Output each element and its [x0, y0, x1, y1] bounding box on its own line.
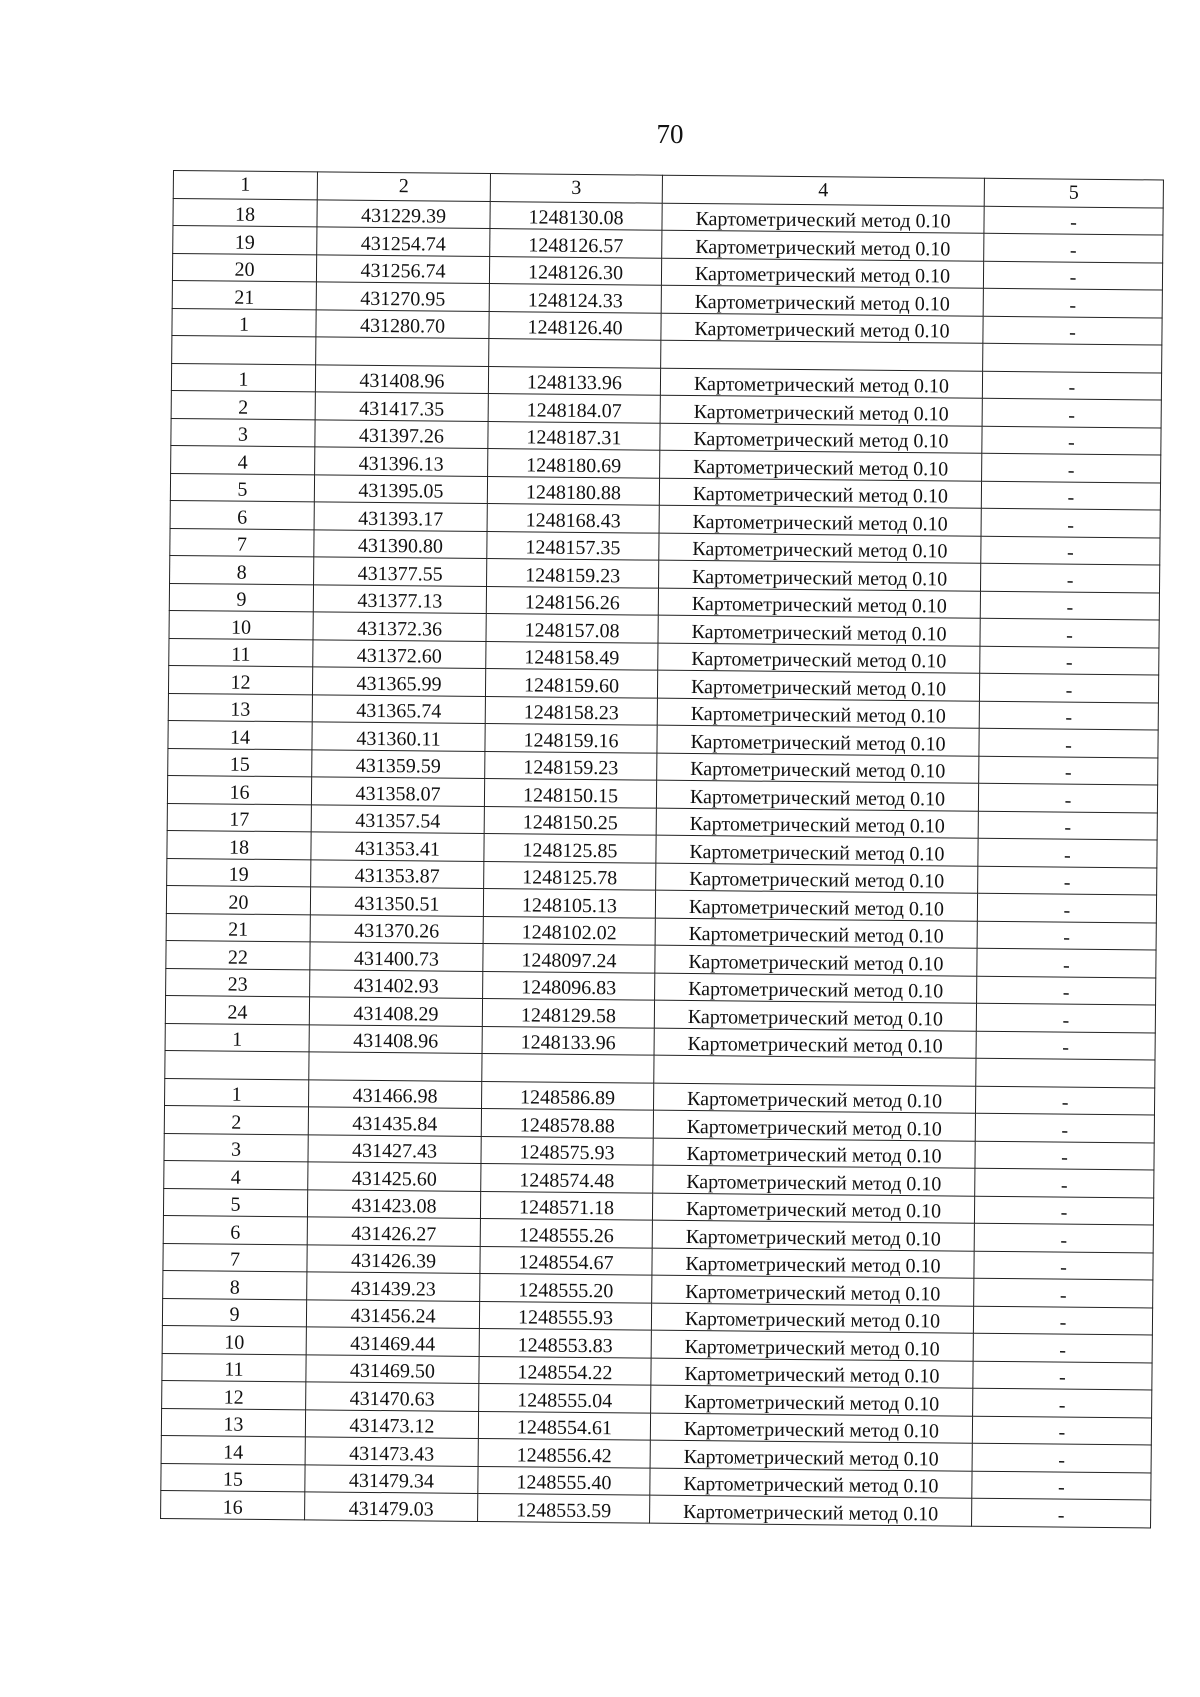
method-cell: Картометрический метод 0.10 — [655, 918, 977, 949]
method-cell: Картометрический метод 0.10 — [653, 1083, 975, 1114]
y-coordinate-cell: 1248554.22 — [479, 1356, 651, 1385]
note-cell: - — [982, 426, 1161, 455]
method-cell — [661, 340, 983, 371]
y-coordinate-cell: 1248130.08 — [490, 201, 662, 230]
point-number-cell: 1 — [165, 1023, 309, 1052]
y-coordinate-cell: 1248555.20 — [480, 1273, 652, 1302]
note-cell: - — [973, 1361, 1152, 1390]
y-coordinate-cell: 1248556.42 — [478, 1438, 650, 1467]
method-cell: Картометрический метод 0.10 — [660, 368, 982, 399]
note-cell: - — [977, 948, 1156, 977]
method-cell: Картометрический метод 0.10 — [662, 203, 984, 234]
point-number-cell: 15 — [161, 1463, 305, 1492]
y-coordinate-cell: 1248159.16 — [485, 724, 657, 753]
note-cell: - — [982, 371, 1161, 400]
page-number: 70 — [656, 119, 684, 149]
x-coordinate-cell: 431256.74 — [316, 254, 489, 283]
x-coordinate-cell: 431254.74 — [317, 227, 490, 256]
method-cell: Картометрический метод 0.10 — [658, 643, 980, 674]
method-cell: Картометрический метод 0.10 — [652, 1248, 974, 1279]
note-cell: - — [981, 481, 1160, 510]
point-number-cell: 20 — [166, 885, 310, 914]
y-coordinate-cell: 1248156.26 — [486, 586, 658, 615]
method-cell: Картометрический метод 0.10 — [658, 588, 980, 619]
note-cell: - — [982, 453, 1161, 482]
x-coordinate-cell: 431426.39 — [307, 1244, 480, 1273]
point-number-cell: 1 — [171, 363, 315, 392]
y-coordinate-cell: 1248586.89 — [482, 1081, 654, 1110]
table-body — [161, 171, 1164, 1528]
y-coordinate-cell: 1248126.57 — [490, 229, 662, 258]
point-number-cell: 16 — [161, 1490, 305, 1519]
method-cell: Картометрический метод 0.10 — [658, 615, 980, 646]
y-coordinate-cell — [489, 339, 661, 368]
x-coordinate-cell: 431357.54 — [311, 804, 484, 833]
point-number-cell: 14 — [161, 1435, 305, 1464]
x-coordinate-cell: 431365.74 — [312, 694, 485, 723]
y-coordinate-cell: 1248097.24 — [483, 944, 655, 973]
method-cell: Картометрический метод 0.10 — [651, 1358, 973, 1389]
note-cell: - — [979, 728, 1158, 757]
y-coordinate-cell: 1248133.96 — [482, 1026, 654, 1055]
method-cell: Картометрический метод 0.10 — [651, 1330, 973, 1361]
method-cell: Картометрический метод 0.10 — [660, 450, 982, 481]
x-coordinate-cell: 431417.35 — [315, 392, 488, 421]
note-cell: - — [972, 1498, 1151, 1527]
x-coordinate-cell: 431423.08 — [307, 1189, 480, 1218]
point-number-cell: 17 — [167, 803, 311, 832]
x-coordinate-cell: 431439.23 — [307, 1272, 480, 1301]
note-cell: - — [983, 261, 1162, 290]
method-cell: Картометрический метод 0.10 — [657, 753, 979, 784]
point-number-cell: 19 — [167, 858, 311, 887]
note-cell: - — [972, 1471, 1151, 1500]
y-coordinate-cell: 1248180.69 — [488, 449, 660, 478]
point-number-cell: 22 — [166, 940, 310, 969]
point-number-cell: 11 — [169, 638, 313, 667]
point-number-cell: 9 — [169, 583, 313, 612]
point-number-cell: 3 — [171, 418, 315, 447]
method-cell: Картометрический метод 0.10 — [652, 1193, 974, 1224]
y-coordinate-cell: 1248555.26 — [480, 1218, 652, 1247]
x-coordinate-cell: 431372.36 — [313, 612, 486, 641]
method-cell: Картометрический метод 0.10 — [659, 560, 981, 591]
note-cell: - — [973, 1333, 1152, 1362]
y-coordinate-cell: 1248575.93 — [481, 1136, 653, 1165]
y-coordinate-cell: 1248096.83 — [483, 971, 655, 1000]
method-cell: Картометрический метод 0.10 — [660, 423, 982, 454]
note-cell: - — [976, 1031, 1155, 1060]
y-coordinate-cell: 1248150.25 — [484, 806, 656, 835]
x-coordinate-cell — [316, 337, 489, 366]
y-coordinate-cell: 1248184.07 — [488, 394, 660, 423]
method-cell: Картометрический метод 0.10 — [654, 1028, 976, 1059]
point-number-cell: 12 — [162, 1380, 306, 1409]
method-cell: Картометрический метод 0.10 — [654, 1000, 976, 1031]
method-cell: Картометрический метод 0.10 — [659, 533, 981, 564]
x-coordinate-cell: 431397.26 — [315, 419, 488, 448]
method-cell: Картометрический метод 0.10 — [650, 1468, 972, 1499]
method-cell: Картометрический метод 0.10 — [657, 698, 979, 729]
x-coordinate-cell: 431377.55 — [314, 557, 487, 586]
y-coordinate-cell: 1248159.23 — [485, 751, 657, 780]
x-coordinate-cell: 431408.96 — [309, 1024, 482, 1053]
point-number-cell: 3 — [164, 1133, 308, 1162]
method-cell: Картометрический метод 0.10 — [650, 1440, 972, 1471]
point-number-cell: 4 — [171, 445, 315, 474]
x-coordinate-cell: 431396.13 — [315, 447, 488, 476]
y-coordinate-cell: 1248157.35 — [487, 531, 659, 560]
note-cell: - — [980, 618, 1159, 647]
point-number-cell: 2 — [164, 1105, 308, 1134]
y-coordinate-cell: 1248105.13 — [483, 889, 655, 918]
note-cell: - — [978, 811, 1157, 840]
header-cell: 3 — [490, 174, 662, 203]
method-cell: Картометрический метод 0.10 — [650, 1495, 972, 1526]
method-cell: Картометрический метод 0.10 — [657, 670, 979, 701]
x-coordinate-cell: 431393.17 — [314, 502, 487, 531]
point-number-cell: 7 — [163, 1243, 307, 1272]
point-number-cell: 13 — [168, 693, 312, 722]
y-coordinate-cell: 1248555.93 — [479, 1301, 651, 1330]
x-coordinate-cell: 431353.87 — [311, 859, 484, 888]
x-coordinate-cell: 431479.34 — [305, 1464, 478, 1493]
note-cell: - — [976, 1003, 1155, 1032]
method-cell: Картометрический метод 0.10 — [653, 1165, 975, 1196]
x-coordinate-cell: 431425.60 — [308, 1162, 481, 1191]
y-coordinate-cell: 1248555.40 — [478, 1466, 650, 1495]
note-cell: - — [981, 508, 1160, 537]
point-number-cell: 21 — [166, 913, 310, 942]
point-number-cell: 1 — [165, 1078, 309, 1107]
y-coordinate-cell: 1248574.48 — [481, 1164, 653, 1193]
x-coordinate-cell: 431370.26 — [310, 914, 483, 943]
x-coordinate-cell: 431270.95 — [316, 282, 489, 311]
method-cell: Картометрический метод 0.10 — [655, 973, 977, 1004]
point-number-cell: 8 — [170, 555, 314, 584]
x-coordinate-cell: 431390.80 — [314, 529, 487, 558]
note-cell: - — [972, 1416, 1151, 1445]
x-coordinate-cell: 431377.13 — [313, 584, 486, 613]
header-cell: 5 — [984, 178, 1163, 207]
x-coordinate-cell: 431470.63 — [306, 1382, 479, 1411]
method-cell: Картометрический метод 0.10 — [660, 395, 982, 426]
y-coordinate-cell: 1248168.43 — [487, 504, 659, 533]
note-cell: - — [977, 976, 1156, 1005]
note-cell: - — [975, 1141, 1154, 1170]
x-coordinate-cell: 431426.27 — [307, 1217, 480, 1246]
x-coordinate-cell: 431400.73 — [310, 942, 483, 971]
point-number-cell: 8 — [163, 1270, 307, 1299]
y-coordinate-cell: 1248578.88 — [481, 1109, 653, 1138]
y-coordinate-cell: 1248126.40 — [489, 311, 661, 340]
note-cell: - — [980, 563, 1159, 592]
method-cell — [654, 1055, 976, 1086]
point-number-cell: 10 — [162, 1325, 306, 1354]
coordinates-table — [160, 170, 1164, 1528]
note-cell: - — [973, 1306, 1152, 1335]
point-number-cell — [172, 335, 316, 364]
note-cell: - — [974, 1251, 1153, 1280]
y-coordinate-cell: 1248554.61 — [478, 1411, 650, 1440]
note-cell: - — [978, 783, 1157, 812]
y-coordinate-cell: 1248159.23 — [487, 559, 659, 588]
note-cell: - — [978, 866, 1157, 895]
note-cell: - — [979, 673, 1158, 702]
note-cell: - — [978, 838, 1157, 867]
y-coordinate-cell: 1248158.49 — [486, 641, 658, 670]
point-number-cell: 18 — [173, 198, 317, 227]
method-cell: Картометрический метод 0.10 — [659, 478, 981, 509]
y-coordinate-cell: 1248124.33 — [489, 284, 661, 313]
method-cell: Картометрический метод 0.10 — [656, 808, 978, 839]
header-cell: 2 — [317, 172, 490, 201]
x-coordinate-cell: 431365.99 — [312, 667, 485, 696]
point-number-cell: 10 — [169, 610, 313, 639]
point-number-cell: 4 — [164, 1160, 308, 1189]
note-cell: - — [980, 591, 1159, 620]
x-coordinate-cell: 431372.60 — [313, 639, 486, 668]
note-cell: - — [973, 1388, 1152, 1417]
y-coordinate-cell: 1248554.67 — [480, 1246, 652, 1275]
method-cell: Картометрический метод 0.10 — [656, 863, 978, 894]
point-number-cell: 6 — [170, 500, 314, 529]
x-coordinate-cell: 431479.03 — [305, 1492, 478, 1521]
point-number-cell: 9 — [162, 1298, 306, 1327]
x-coordinate-cell: 431350.51 — [310, 887, 483, 916]
note-cell: - — [975, 1113, 1154, 1142]
point-number-cell: 5 — [163, 1188, 307, 1217]
header-cell: 4 — [662, 175, 984, 206]
note-cell: - — [983, 288, 1162, 317]
x-coordinate-cell: 431456.24 — [306, 1299, 479, 1328]
note-cell: - — [974, 1278, 1153, 1307]
point-number-cell: 15 — [168, 748, 312, 777]
point-number-cell: 1 — [172, 308, 316, 337]
note-cell: - — [974, 1223, 1153, 1252]
method-cell: Картометрический метод 0.10 — [652, 1275, 974, 1306]
point-number-cell: 16 — [167, 775, 311, 804]
x-coordinate-cell: 431353.41 — [311, 832, 484, 861]
point-number-cell: 19 — [173, 226, 317, 255]
y-coordinate-cell — [482, 1054, 654, 1083]
x-coordinate-cell: 431402.93 — [310, 969, 483, 998]
x-coordinate-cell: 431229.39 — [317, 199, 490, 228]
x-coordinate-cell: 431435.84 — [308, 1107, 481, 1136]
note-cell: - — [983, 316, 1162, 345]
method-cell: Картометрический метод 0.10 — [653, 1110, 975, 1141]
x-coordinate-cell: 431473.12 — [305, 1409, 478, 1438]
point-number-cell: 13 — [161, 1408, 305, 1437]
point-number-cell — [165, 1050, 309, 1079]
y-coordinate-cell: 1248187.31 — [488, 421, 660, 450]
point-number-cell: 5 — [170, 473, 314, 502]
method-cell: Картометрический метод 0.10 — [651, 1385, 973, 1416]
method-cell: Картометрический метод 0.10 — [662, 230, 984, 261]
method-cell: Картометрический метод 0.10 — [657, 725, 979, 756]
x-coordinate-cell: 431408.96 — [315, 364, 488, 393]
y-coordinate-cell: 1248158.23 — [485, 696, 657, 725]
y-coordinate-cell: 1248125.85 — [484, 834, 656, 863]
note-cell: - — [979, 701, 1158, 730]
note-cell: - — [984, 206, 1163, 235]
method-cell: Картометрический метод 0.10 — [655, 890, 977, 921]
x-coordinate-cell: 431427.43 — [308, 1134, 481, 1163]
y-coordinate-cell: 1248159.60 — [485, 669, 657, 698]
method-cell: Картометрический метод 0.10 — [656, 780, 978, 811]
note-cell: - — [979, 756, 1158, 785]
x-coordinate-cell: 431469.44 — [306, 1327, 479, 1356]
note-cell: - — [975, 1086, 1154, 1115]
point-number-cell: 14 — [168, 720, 312, 749]
method-cell: Картометрический метод 0.10 — [661, 313, 983, 344]
method-cell: Картометрический метод 0.10 — [655, 945, 977, 976]
y-coordinate-cell: 1248133.96 — [488, 366, 660, 395]
note-cell — [983, 343, 1162, 372]
y-coordinate-cell: 1248571.18 — [480, 1191, 652, 1220]
y-coordinate-cell: 1248129.58 — [482, 999, 654, 1028]
x-coordinate-cell — [309, 1052, 482, 1081]
point-number-cell: 2 — [171, 390, 315, 419]
method-cell: Картометрический метод 0.10 — [652, 1220, 974, 1251]
point-number-cell: 12 — [168, 665, 312, 694]
method-cell: Картометрический метод 0.10 — [650, 1413, 972, 1444]
point-number-cell: 11 — [162, 1353, 306, 1382]
x-coordinate-cell: 431408.29 — [309, 997, 482, 1026]
header-cell: 1 — [173, 171, 317, 200]
x-coordinate-cell: 431466.98 — [309, 1079, 482, 1108]
point-number-cell: 6 — [163, 1215, 307, 1244]
x-coordinate-cell: 431360.11 — [312, 722, 485, 751]
y-coordinate-cell: 1248157.08 — [486, 614, 658, 643]
method-cell: Картометрический метод 0.10 — [651, 1303, 973, 1334]
y-coordinate-cell: 1248125.78 — [484, 861, 656, 890]
x-coordinate-cell: 431469.50 — [306, 1354, 479, 1383]
note-cell: - — [977, 893, 1156, 922]
x-coordinate-cell: 431395.05 — [314, 474, 487, 503]
point-number-cell: 20 — [172, 253, 316, 282]
method-cell: Картометрический метод 0.10 — [661, 285, 983, 316]
y-coordinate-cell: 1248553.59 — [478, 1493, 650, 1522]
point-number-cell: 18 — [167, 830, 311, 859]
x-coordinate-cell: 431473.43 — [305, 1437, 478, 1466]
y-coordinate-cell: 1248553.83 — [479, 1328, 651, 1357]
note-cell — [976, 1058, 1155, 1087]
point-number-cell: 7 — [170, 528, 314, 557]
x-coordinate-cell: 431358.07 — [311, 777, 484, 806]
y-coordinate-cell: 1248126.30 — [489, 256, 661, 285]
note-cell: - — [982, 398, 1161, 427]
method-cell: Картометрический метод 0.10 — [653, 1138, 975, 1169]
y-coordinate-cell: 1248102.02 — [483, 916, 655, 945]
point-number-cell: 21 — [172, 280, 316, 309]
note-cell: - — [974, 1196, 1153, 1225]
method-cell: Картометрический метод 0.10 — [661, 258, 983, 289]
point-number-cell: 24 — [165, 995, 309, 1024]
y-coordinate-cell: 1248150.15 — [484, 779, 656, 808]
note-cell: - — [981, 536, 1160, 565]
y-coordinate-cell: 1248180.88 — [487, 476, 659, 505]
note-cell: - — [980, 646, 1159, 675]
note-cell: - — [975, 1168, 1154, 1197]
note-cell: - — [984, 233, 1163, 262]
x-coordinate-cell: 431280.70 — [316, 309, 489, 338]
method-cell: Картометрический метод 0.10 — [656, 835, 978, 866]
method-cell: Картометрический метод 0.10 — [659, 505, 981, 536]
y-coordinate-cell: 1248555.04 — [479, 1383, 651, 1412]
note-cell: - — [972, 1443, 1151, 1472]
coordinates-table-container — [160, 170, 1163, 1528]
note-cell: - — [977, 921, 1156, 950]
point-number-cell: 23 — [166, 968, 310, 997]
x-coordinate-cell: 431359.59 — [312, 749, 485, 778]
